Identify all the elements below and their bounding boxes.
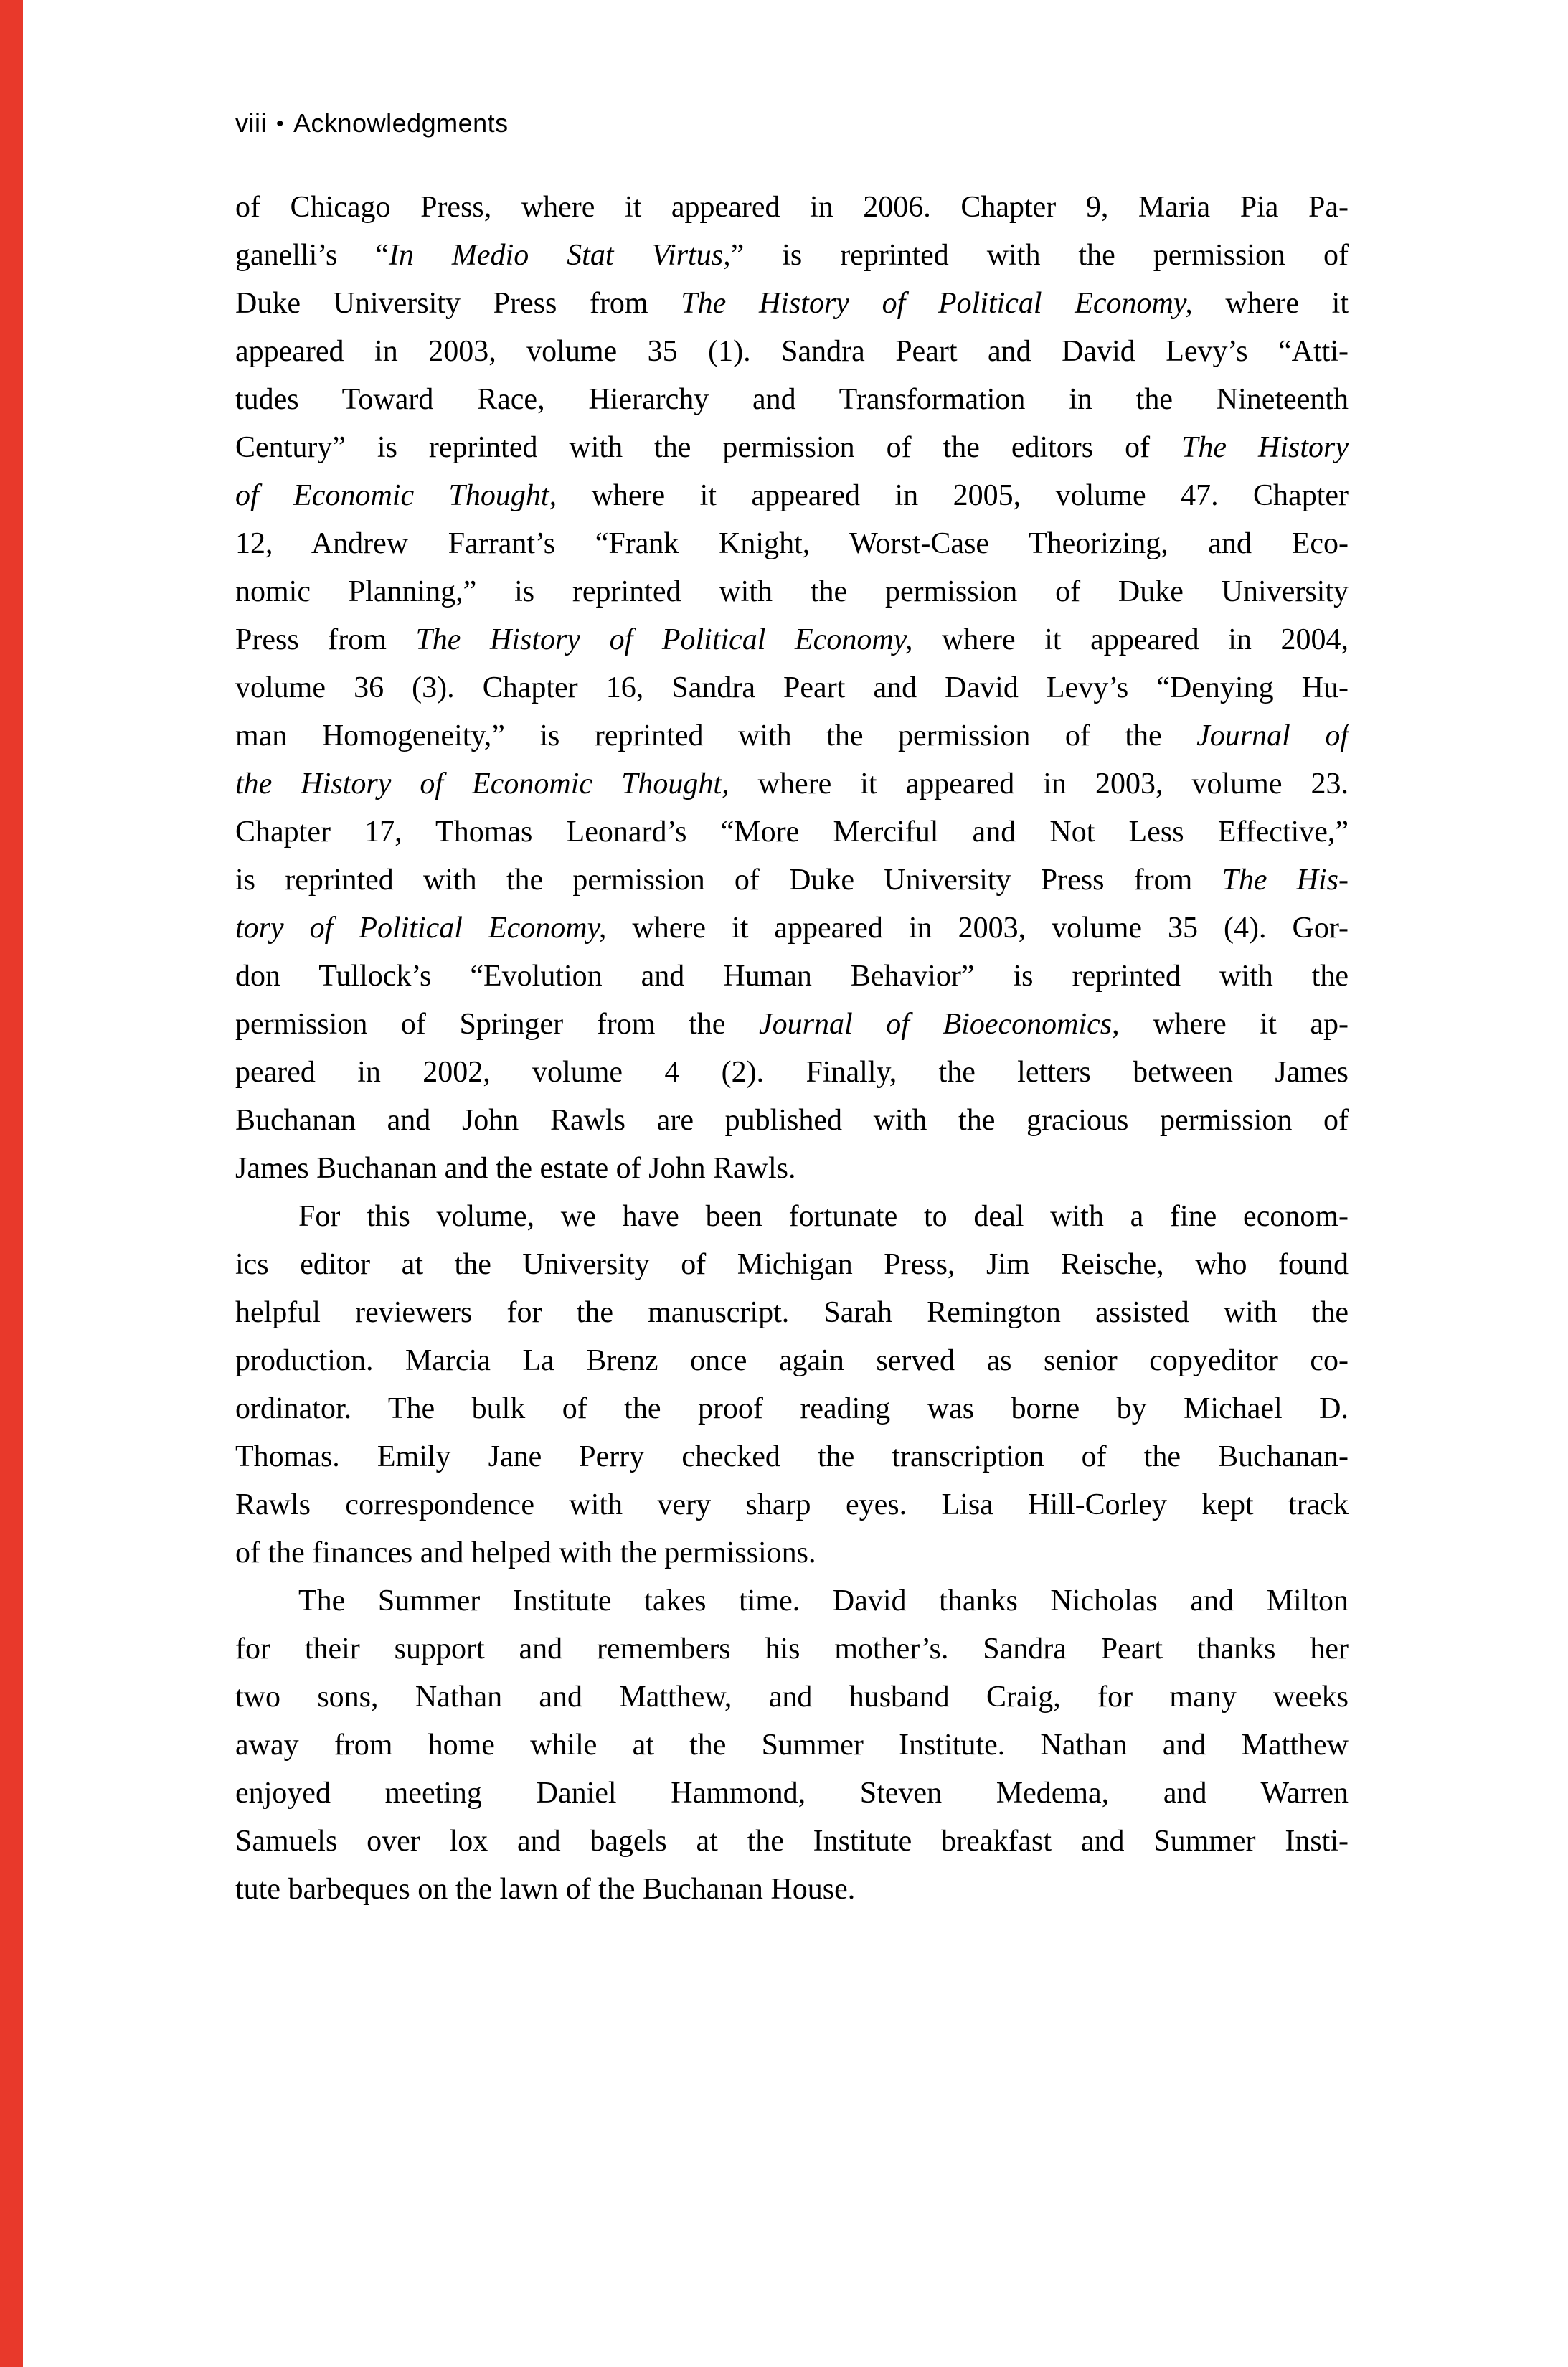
text-run: two sons, Nathan and Matthew, and husband Craig, for many weeks (235, 1681, 1349, 1714)
text-line (235, 1049, 1349, 1097)
text-line (235, 568, 1349, 616)
text-run: where it appeared in 2005, volume 47. Chapter (557, 479, 1349, 512)
text-run: ganelli’s “ (235, 239, 389, 272)
text-line (235, 1385, 1349, 1433)
text-line (235, 1770, 1349, 1818)
text-line (235, 1289, 1349, 1337)
italic-text-run: The History of Political Economy, (415, 623, 913, 656)
text-line (235, 1577, 1349, 1625)
text-line (235, 856, 1349, 904)
text-run: away from home while at the Summer Institute. Nathan and Matthew (235, 1729, 1349, 1762)
text-line (235, 472, 1349, 520)
text-line (235, 1001, 1349, 1049)
text-line (235, 1866, 1349, 1914)
italic-text-run: The History (1181, 431, 1349, 464)
text-run: is reprinted with the permission of Duke University Press from (235, 864, 1222, 897)
text-run: permission of Springer from the (235, 1008, 759, 1041)
text-line (235, 376, 1349, 424)
text-line (235, 1721, 1349, 1770)
text-run: volume 36 (3). Chapter 16, Sandra Peart and David Levy’s “Denying Hu- (235, 671, 1349, 704)
text-line (235, 1097, 1349, 1145)
text-run: nomic Planning,” is reprinted with the permission of Duke University (235, 575, 1349, 608)
text-run: where it appeared in 2003, volume 35 (4). Gor- (606, 912, 1349, 945)
text-line (235, 712, 1349, 760)
text-run: Duke University Press from (235, 287, 681, 320)
text-run: tudes Toward Race, Hierarchy and Transformation in the Nineteenth (235, 383, 1349, 416)
running-header (235, 108, 509, 140)
text-run: of the finances and helped with the permissions. (235, 1536, 816, 1569)
text-line (235, 1193, 1349, 1241)
text-line (235, 1433, 1349, 1481)
text-run: ics editor at the University of Michigan Press, Jim Reische, who found (235, 1248, 1349, 1281)
text-run: The Summer Institute takes time. David thanks Nicholas and Milton (298, 1584, 1349, 1617)
text-line (235, 1145, 1349, 1193)
text-run: Century” is reprinted with the permission of the editors of (235, 431, 1182, 464)
text-run: 12, Andrew Farrant’s “Frank Knight, Worst-Case Theorizing, and Eco- (235, 527, 1349, 560)
page-body (235, 184, 1349, 1914)
text-run: Chapter 17, Thomas Leonard’s “More Merciful and Not Less Effective,” (235, 816, 1349, 849)
text-line (235, 1481, 1349, 1529)
text-run: ” is reprinted with the permission of (730, 239, 1349, 272)
italic-text-run: the History of Economic Thought, (235, 767, 729, 800)
text-run: production. Marcia La Brenz once again served as senior copyeditor co- (235, 1344, 1349, 1377)
text-run: where it appeared in 2004, (912, 623, 1349, 656)
text-run: man Homogeneity,” is reprinted with the permission of the (235, 719, 1197, 752)
text-line (235, 904, 1349, 953)
text-line (235, 424, 1349, 472)
italic-text-run: The His- (1222, 864, 1349, 897)
running-header-title: Acknowledgments (293, 108, 509, 138)
italic-text-run: In Medio Stat Virtus, (388, 239, 731, 272)
italic-text-run: Journal of Bioeconomics (758, 1008, 1113, 1041)
text-run: appeared in 2003, volume 35 (1). Sandra Peart and David Levy’s “Atti- (235, 335, 1349, 368)
text-run: Rawls correspondence with very sharp eyes. Lisa Hill-Corley kept track (235, 1488, 1349, 1521)
text-run: for their support and remembers his mother’s. Sandra Peart thanks her (235, 1633, 1349, 1666)
text-run: enjoyed meeting Daniel Hammond, Steven Medema, and Warren (235, 1777, 1349, 1810)
text-line (235, 520, 1349, 568)
text-line (235, 808, 1349, 856)
page-edge-stripe (0, 0, 23, 2367)
text-line (235, 1818, 1349, 1866)
text-run: tute barbeques on the lawn of the Buchanan House. (235, 1873, 856, 1906)
text-line (235, 1673, 1349, 1721)
text-run: where it appeared in 2003, volume 23. (729, 767, 1349, 800)
italic-text-run: of Economic Thought, (235, 479, 557, 512)
text-run: of Chicago Press, where it appeared in 2006. Chapter 9, Maria Pia Pa- (235, 191, 1349, 224)
text-run: Buchanan and John Rawls are published with the gracious permission of (235, 1104, 1349, 1137)
text-run: Thomas. Emily Jane Perry checked the transcription of the Buchanan- (235, 1440, 1349, 1473)
text-line (235, 1529, 1349, 1577)
text-run: Samuels over lox and bagels at the Institute breakfast and Summer Insti- (235, 1825, 1349, 1858)
text-run: James Buchanan and the estate of John Rawls. (235, 1152, 796, 1185)
text-line (235, 1337, 1349, 1385)
text-run: , where it ap- (1112, 1008, 1349, 1041)
text-run: peared in 2002, volume 4 (2). Finally, the letters between James (235, 1056, 1349, 1089)
italic-text-run: Journal of (1196, 719, 1349, 752)
text-line (235, 328, 1349, 376)
text-line (235, 953, 1349, 1001)
text-line (235, 1241, 1349, 1289)
italic-text-run: tory of Political Economy, (235, 912, 607, 945)
text-line (235, 664, 1349, 712)
italic-text-run: The History of Political Economy, (681, 287, 1193, 320)
text-run: For this volume, we have been fortunate to deal with a fine econom- (298, 1200, 1349, 1233)
text-run: don Tullock’s “Evolution and Human Behavior” is reprinted with the (235, 960, 1349, 993)
text-line (235, 280, 1349, 328)
text-line (235, 616, 1349, 664)
text-line (235, 184, 1349, 232)
text-line (235, 760, 1349, 808)
text-run: where it (1192, 287, 1349, 320)
text-line (235, 232, 1349, 280)
text-run: ordinator. The bulk of the proof reading was borne by Michael D. (235, 1392, 1349, 1425)
header-bullet: • (276, 112, 285, 136)
text-run: helpful reviewers for the manuscript. Sarah Remington assisted with the (235, 1296, 1349, 1329)
page-number: viii (235, 108, 267, 138)
text-run: Press from (235, 623, 416, 656)
text-line (235, 1625, 1349, 1673)
